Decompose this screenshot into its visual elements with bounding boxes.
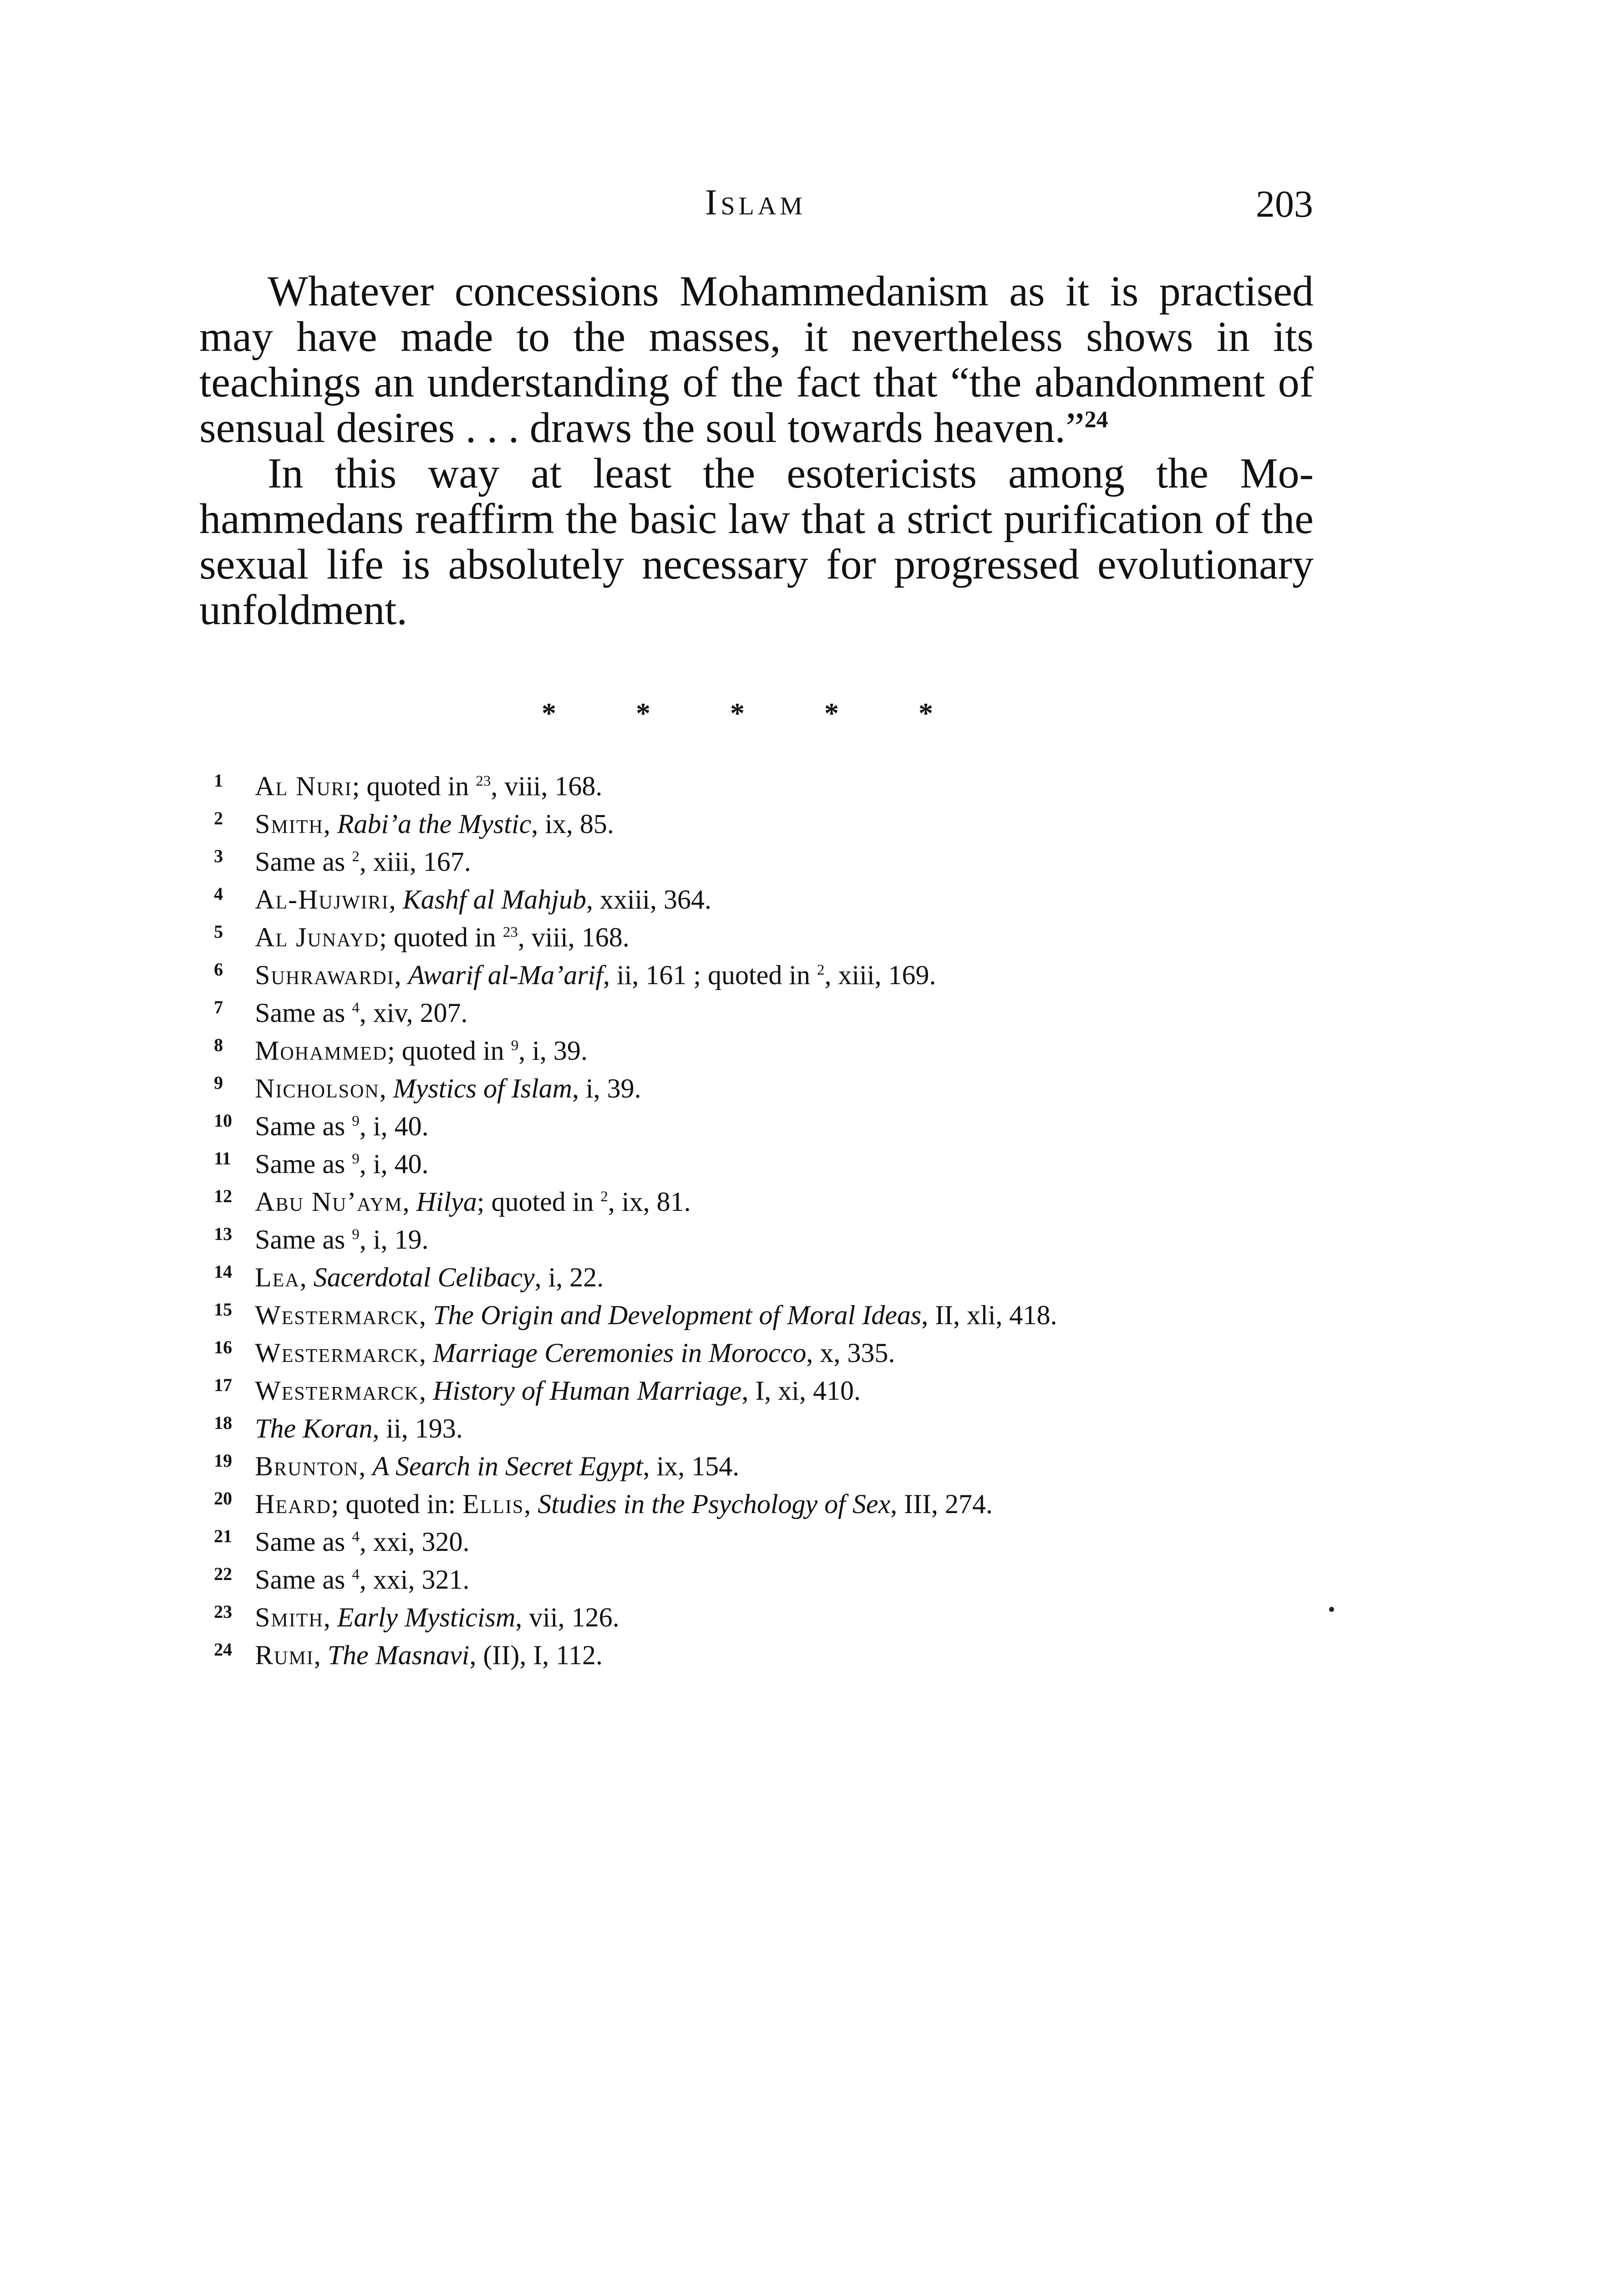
footnote-author: Rumi	[255, 1640, 314, 1670]
footnote-text: , i, 22.	[534, 1262, 604, 1292]
footnote-title: Rabi’a the Mystic	[337, 809, 532, 839]
footnote-text: , I, xi, 410.	[741, 1376, 861, 1406]
footnote-title: Studies in the Psychology of Sex	[538, 1489, 891, 1519]
footnote-number: 1	[214, 770, 223, 791]
footnote	[214, 1599, 1325, 1636]
footnote	[214, 767, 1325, 805]
footnote-text: , III, 274.	[890, 1489, 993, 1519]
footnote-number: 11	[214, 1148, 231, 1168]
separator-asterisk: *	[824, 697, 839, 729]
footnote-number: 5	[214, 921, 223, 942]
footnote-text: , i, 39.	[518, 1036, 588, 1066]
footnote-cross-ref: 9	[352, 1226, 360, 1243]
footnote-number: 14	[214, 1261, 232, 1282]
footnote-number: 17	[214, 1375, 232, 1395]
footnote-text: , i, 40.	[359, 1111, 429, 1141]
footnote-number: 23	[214, 1601, 232, 1622]
footnote-author: Brunton	[255, 1451, 359, 1481]
footnote-separator: ,	[379, 1073, 393, 1103]
footnote-cross-ref: 2	[600, 1189, 608, 1205]
footnote-text: ; quoted in	[477, 1187, 601, 1217]
footnote	[214, 1523, 1325, 1561]
footnote-separator: ,	[359, 1451, 373, 1481]
footnote-cross-ref: 4	[352, 1000, 360, 1016]
footnote-author: Westermarck	[255, 1376, 420, 1406]
footnote-separator: ;	[387, 1036, 402, 1066]
footnote-text: quoted in	[393, 922, 503, 952]
footnote-text: , i, 19.	[359, 1224, 429, 1255]
footnote-separator: ; quoted in:	[331, 1489, 462, 1519]
running-title: Islam	[705, 183, 807, 223]
footnote-text: Same as	[255, 1224, 352, 1255]
footnote-text: Same as	[255, 998, 352, 1028]
asterisk-separator	[542, 696, 933, 730]
footnote	[214, 956, 1325, 994]
footnote-author: Suhrawardi	[255, 960, 395, 990]
footnote-cross-ref: 4	[352, 1566, 360, 1583]
footnote	[214, 881, 1325, 919]
footnote	[214, 1221, 1325, 1259]
footnote-separator: ;	[352, 771, 367, 801]
footnote-author: Al Junayd	[255, 922, 380, 952]
footnote-separator: ,	[323, 1602, 337, 1632]
footnote	[214, 1410, 1325, 1448]
footnote-text: , viii, 168.	[518, 922, 629, 952]
footnote	[214, 1108, 1325, 1145]
footnote-text: , viii, 168.	[491, 771, 603, 801]
footnote-title: Kashf al Mahjub	[402, 884, 586, 914]
footnote-number: 2	[214, 808, 223, 828]
footnote	[214, 1296, 1325, 1334]
footnote-text: , x, 335.	[806, 1338, 895, 1368]
footnote-text: , II, xli, 418.	[921, 1300, 1057, 1330]
footnote-separator: ,	[419, 1338, 433, 1368]
footnote-text: Same as	[255, 1527, 352, 1557]
footnote-text: , ix, 154.	[643, 1451, 740, 1481]
separator-asterisk: *	[919, 697, 933, 729]
paragraph-1-text: Whatever concessions Mohammedanism as it is practised may have made to the masses, it nevertheless shows in its teachings an understanding of the fact that “the abandonment of sensual desires . . . draws the soul towards heaven.”	[199, 268, 1314, 452]
page-number: 203	[1256, 183, 1313, 225]
footnote-separator: ,	[419, 1300, 433, 1330]
footnote-title: Marriage Ceremonies in Morocco	[433, 1338, 807, 1368]
footnote-cross-ref: 23	[502, 924, 518, 940]
footnote-number: 16	[214, 1337, 232, 1357]
footnote-cross-ref: 2	[817, 962, 825, 978]
footnote-author: Heard	[255, 1489, 331, 1519]
footnote-title: Awarif al-Ma’arif	[408, 960, 604, 990]
footnote-separator: ,	[314, 1640, 328, 1670]
footnote-author: Smith	[255, 1602, 324, 1632]
footnote	[214, 1561, 1325, 1599]
footnote-number: 15	[214, 1299, 232, 1320]
footnote-text: Same as	[255, 1565, 352, 1595]
footnote-number: 22	[214, 1564, 232, 1584]
body-text	[199, 269, 1314, 633]
footnote-text: , xiv, 207.	[359, 998, 468, 1028]
footnote	[214, 1448, 1325, 1485]
footnote	[214, 1372, 1325, 1410]
footnote	[214, 1145, 1325, 1183]
footnote-separator: ,	[323, 809, 337, 839]
footnote-separator: ,	[394, 960, 408, 990]
footnote-number: 19	[214, 1450, 232, 1471]
footnote-text: Same as	[255, 1149, 352, 1179]
running-head	[198, 182, 1313, 232]
footnote-cross-ref: 9	[352, 1151, 360, 1167]
footnote	[214, 805, 1325, 843]
separator-asterisk: *	[542, 697, 556, 729]
footnote-author: Al Nuri	[255, 771, 352, 801]
footnote-cross-ref: 9	[511, 1037, 519, 1054]
footnote-text: , xxi, 320.	[359, 1527, 470, 1557]
footnote-text: , ix, 85.	[531, 809, 614, 839]
footnote-text: , xiii, 169.	[824, 960, 936, 990]
footnote-text: , xiii, 167.	[359, 847, 471, 877]
footnote-title: The Masnavi	[327, 1640, 470, 1670]
footnote-separator: ;	[379, 922, 394, 952]
footnote-title: Hilya	[416, 1187, 477, 1217]
footnote-author: Smith	[255, 809, 324, 839]
footnote-number: 4	[214, 884, 223, 904]
footnote	[214, 1183, 1325, 1221]
footnote-author: Westermarck	[255, 1300, 420, 1330]
stray-dot-mark	[1329, 1607, 1334, 1612]
footnote-number: 21	[214, 1526, 232, 1546]
footnote-text: , xxiii, 364.	[586, 884, 711, 914]
footnote-separator: ,	[389, 884, 403, 914]
footnote	[214, 1032, 1325, 1070]
footnote-number: 10	[214, 1110, 232, 1131]
footnote-text: Same as	[255, 1111, 352, 1141]
footnote-number: 7	[214, 997, 223, 1017]
paragraph-1	[199, 269, 1314, 451]
footnote-separator: ,	[299, 1262, 314, 1292]
footnote-ref-24: 24	[1084, 406, 1108, 433]
paragraph-2: In this way at least the esotericists among the Mohammedans reaffirm the basic law that a strict purification of the sexual life is absolutely necessary for progressed evolutionary unfoldment.	[199, 450, 1314, 634]
footnote-text: Same as	[255, 847, 352, 877]
footnote-separator: ,	[419, 1376, 433, 1406]
footnote-number: 12	[214, 1186, 232, 1206]
footnote-text: , ii, 193.	[372, 1413, 463, 1443]
footnote-text: , vii, 126.	[515, 1602, 619, 1632]
separator-asterisk: *	[636, 697, 650, 729]
footnote-author: Lea	[255, 1262, 300, 1292]
footnote-cross-ref: 23	[476, 773, 491, 789]
footnote-cross-ref: 4	[352, 1529, 360, 1545]
footnote-number: 3	[214, 846, 223, 866]
separator-asterisk: *	[730, 697, 745, 729]
footnote	[214, 1485, 1325, 1523]
footnote-text: quoted in	[366, 771, 476, 801]
footnote-number: 13	[214, 1224, 232, 1244]
footnote-separator: ,	[402, 1187, 416, 1217]
footnote-title: The Koran	[255, 1413, 373, 1443]
footnote-title: Mystics of Islam	[393, 1073, 572, 1103]
footnote-number: 20	[214, 1488, 232, 1509]
footnote-title: History of Human Marriage	[433, 1376, 742, 1406]
footnote	[214, 1070, 1325, 1108]
footnote-title: Early Mysticism	[337, 1602, 516, 1632]
footnote	[214, 994, 1325, 1032]
footnote	[214, 919, 1325, 956]
footnote-text: , ix, 81.	[608, 1187, 691, 1217]
footnote-text: quoted in	[401, 1036, 511, 1066]
footnote-text: , i, 39.	[572, 1073, 641, 1103]
footnote-author: Al-Hujwiri	[255, 884, 389, 914]
footnote-number: 8	[214, 1035, 223, 1055]
footnote-cross-ref: 2	[352, 848, 360, 865]
footnote-separator: ,	[524, 1489, 538, 1519]
footnote-author: Mohammed	[255, 1036, 388, 1066]
footnote-author: Nicholson	[255, 1073, 380, 1103]
footnote	[214, 1334, 1325, 1372]
footnote-text: , xxi, 321.	[359, 1565, 470, 1595]
footnote	[214, 1636, 1325, 1674]
footnote	[214, 1259, 1325, 1296]
footnote	[214, 843, 1325, 881]
footnote-text: , i, 40.	[359, 1149, 429, 1179]
footnote-cross-ref: 9	[352, 1113, 360, 1129]
footnote-number: 6	[214, 959, 223, 980]
footnote-title: Sacerdotal Celibacy	[313, 1262, 535, 1292]
footnote-title: A Search in Secret Egypt	[372, 1451, 643, 1481]
footnote-number: 24	[214, 1639, 232, 1660]
footnote-title: The Origin and Development of Moral Ideas	[433, 1300, 922, 1330]
footnote-text: , (II), I, 112.	[469, 1640, 603, 1670]
footnotes-list	[214, 767, 1325, 1674]
footnote-number: 18	[214, 1412, 232, 1433]
footnote-author: Ellis	[462, 1489, 524, 1519]
footnote-author: Abu Nu’aym	[255, 1187, 403, 1217]
footnote-text: , ii, 161 ; quoted in	[603, 960, 817, 990]
footnote-number: 9	[214, 1072, 223, 1093]
footnote-author: Westermarck	[255, 1338, 420, 1368]
